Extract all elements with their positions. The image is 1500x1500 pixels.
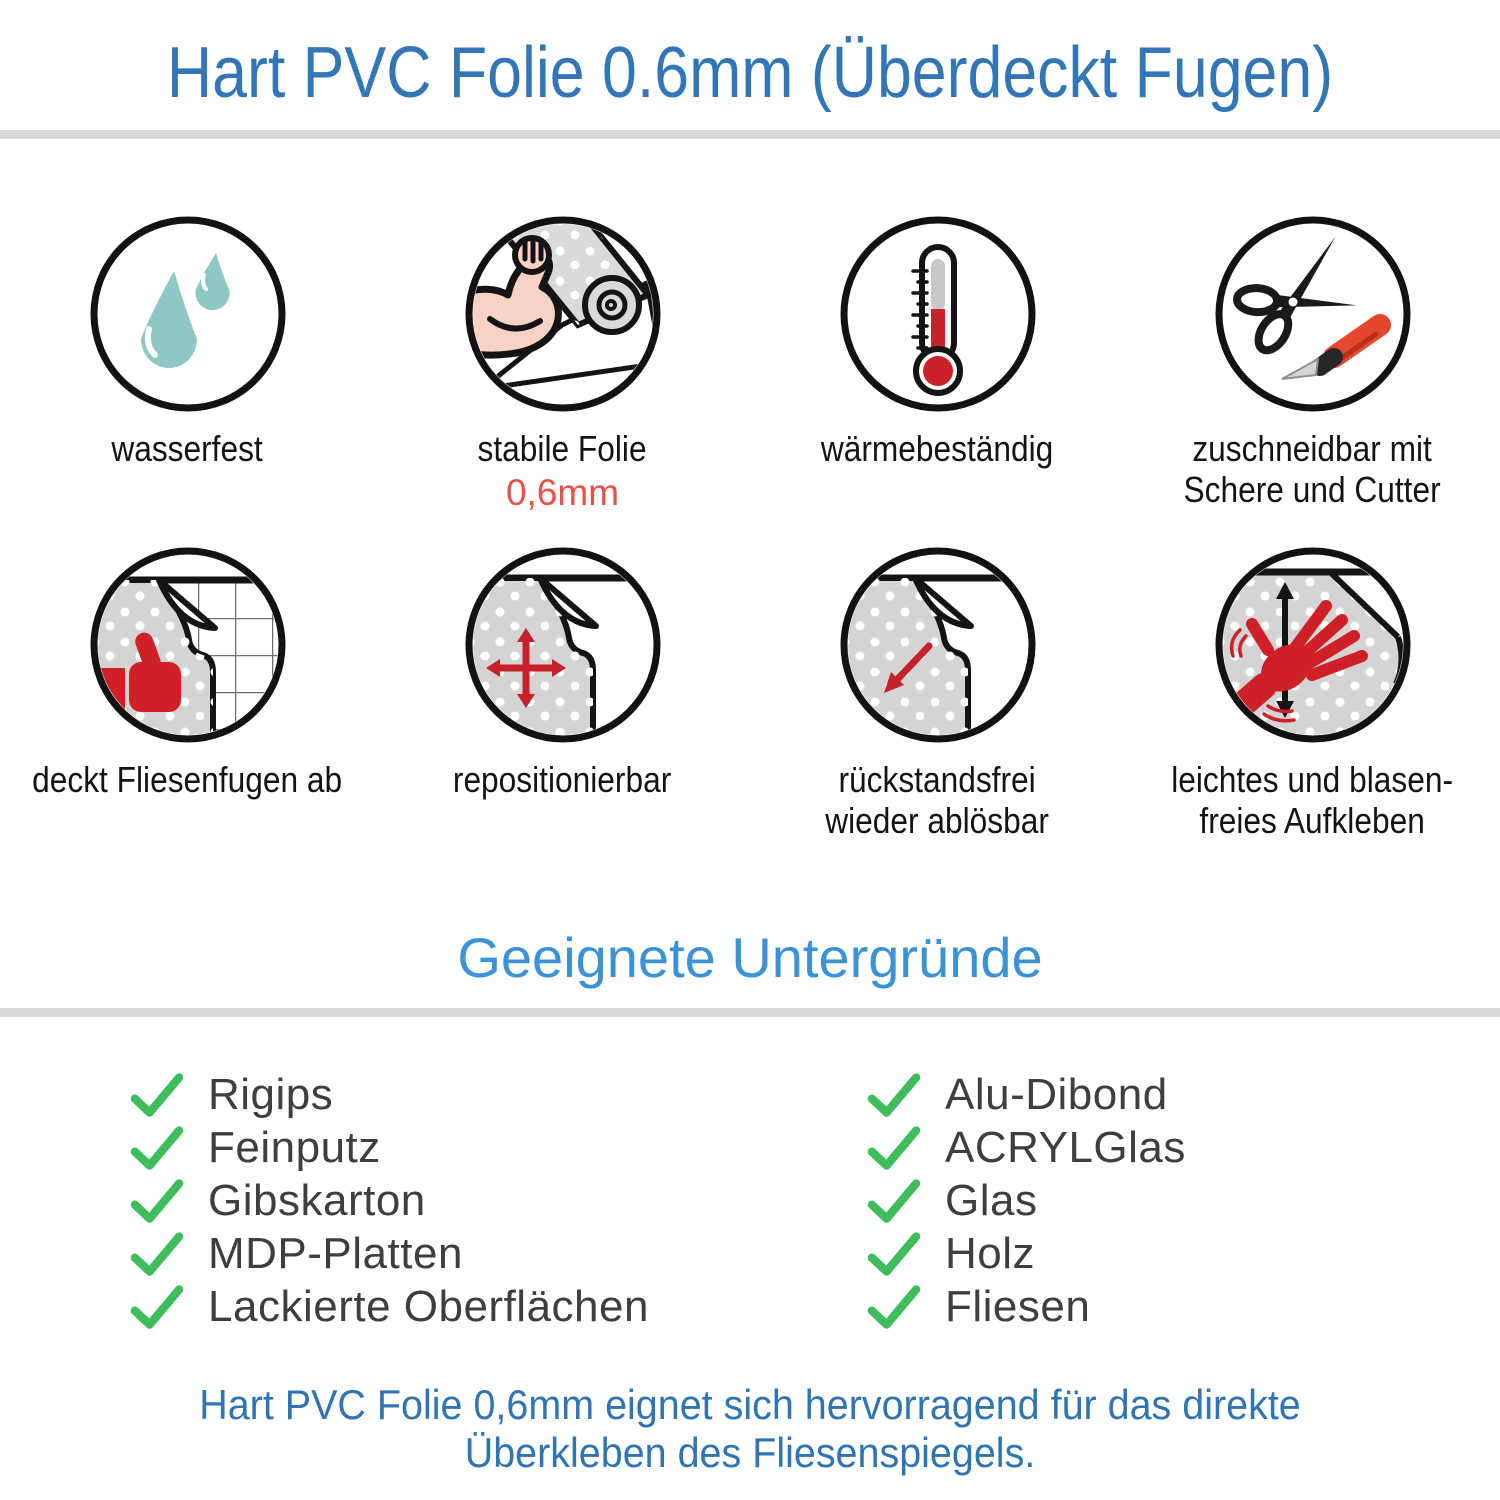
features-row-1 — [0, 213, 1500, 544]
footer-line-1: Hart PVC Folie 0,6mm eignet sich hervorragend für das direkte — [199, 1381, 1301, 1429]
reposition-arrows-icon — [462, 544, 664, 746]
checkmark-icon — [865, 1230, 923, 1278]
feature-label: wasserfest — [111, 427, 264, 469]
feature-label: leichtes und blasen- — [1171, 758, 1454, 800]
feature-covers-grout — [0, 544, 375, 843]
feature-repositionable — [375, 544, 750, 843]
list-item: Gibskarton — [128, 1179, 865, 1223]
checkmark-icon — [865, 1071, 923, 1119]
checkmark-icon — [865, 1124, 923, 1172]
section-title: Geeignete Untergründe — [457, 926, 1043, 990]
list-item: ACRYLGlas — [865, 1126, 1186, 1170]
feature-label: stabile Folie — [477, 427, 648, 469]
list-item: Fliesen — [865, 1285, 1186, 1329]
checkmark-icon — [128, 1283, 186, 1331]
divider-top — [0, 130, 1500, 139]
substrates-list — [0, 1070, 1500, 1332]
footer-line-2: Überkleben des Fliesenspiegels. — [464, 1428, 1036, 1476]
muscle-foil-icon — [462, 213, 664, 415]
feature-cuttable: zuschneidbar mit Schere und Cutter — [1125, 213, 1500, 544]
water-drops-icon — [87, 213, 289, 415]
scissors-cutter-icon — [1212, 213, 1414, 415]
feature-heat-resistant — [750, 213, 1125, 544]
thermometer-icon — [837, 213, 1039, 415]
feature-label: zuschneidbar mit — [1192, 427, 1433, 469]
feature-label: repositionierbar — [453, 758, 672, 800]
divider-middle — [0, 1008, 1500, 1017]
list-item: Rigips — [128, 1073, 865, 1117]
peel-off-arrow-icon — [837, 544, 1039, 746]
checkmark-icon — [128, 1230, 186, 1278]
feature-waterproof — [0, 213, 375, 544]
page-title: Hart PVC Folie 0.6mm (Überdeckt Fugen) — [166, 33, 1334, 113]
tile-cover-thumbs-up-icon — [87, 544, 289, 746]
substrates-column-left — [128, 1070, 865, 1332]
smoothing-hand-icon — [1212, 544, 1414, 746]
list-item: Lackierte Oberflächen — [128, 1285, 865, 1329]
feature-label: rückstandsfrei — [838, 758, 1037, 800]
feature-label: wärmebeständig — [821, 427, 1054, 469]
list-item: Glas — [865, 1179, 1186, 1223]
checkmark-icon — [128, 1124, 186, 1172]
footer-note — [0, 1381, 1500, 1475]
substrates-column-right — [865, 1070, 1186, 1332]
features-row-2 — [0, 544, 1500, 843]
feature-label: deckt Fliesenfugen ab — [32, 758, 343, 800]
feature-sublabel-thickness: 0,6mm — [505, 472, 620, 514]
feature-bubble-free: leichtes und blasen- freies Aufkleben — [1125, 544, 1500, 843]
feature-stable-foil — [375, 213, 750, 544]
checkmark-icon — [128, 1177, 186, 1225]
feature-removable: rückstandsfrei wieder ablösbar — [750, 544, 1125, 843]
checkmark-icon — [865, 1283, 923, 1331]
list-item: MDP-Platten — [128, 1232, 865, 1276]
checkmark-icon — [865, 1177, 923, 1225]
list-item: Holz — [865, 1232, 1186, 1276]
list-item: Feinputz — [128, 1126, 865, 1170]
checkmark-icon — [128, 1071, 186, 1119]
list-item: Alu-Dibond — [865, 1073, 1186, 1117]
